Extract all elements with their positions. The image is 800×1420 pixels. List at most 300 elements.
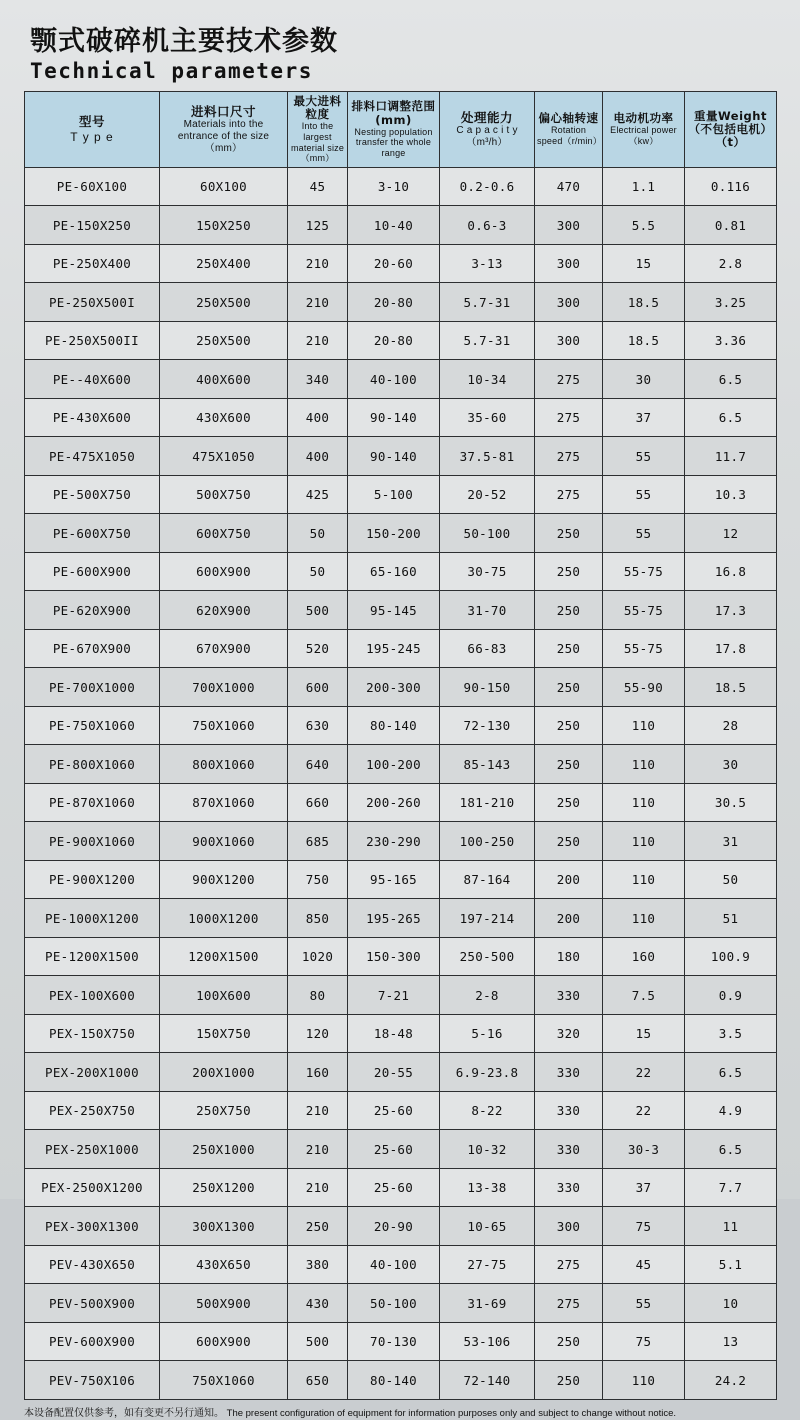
cell-feed-opening: 250X500 bbox=[160, 321, 288, 360]
cell-type: PEX-100X600 bbox=[25, 976, 160, 1015]
cell-type: PE-1000X1200 bbox=[25, 899, 160, 938]
cell-type: PE-475X1050 bbox=[25, 437, 160, 476]
column-header-capacity bbox=[440, 92, 535, 168]
cell-discharge-range: 230-290 bbox=[348, 822, 440, 861]
cell-capacity: 20-52 bbox=[440, 475, 535, 514]
cell-feed-opening: 250X400 bbox=[160, 244, 288, 283]
cell-capacity: 100-250 bbox=[440, 822, 535, 861]
cell-feed-opening: 60X100 bbox=[160, 167, 288, 206]
cell-capacity: 31-70 bbox=[440, 591, 535, 630]
cell-feed-opening: 250X1200 bbox=[160, 1168, 288, 1207]
cell-discharge-range: 20-90 bbox=[348, 1207, 440, 1246]
cell-type: PE-750X1060 bbox=[25, 706, 160, 745]
cell-max-feed-size: 630 bbox=[288, 706, 348, 745]
cell-rotation-speed: 330 bbox=[535, 1130, 603, 1169]
cell-weight: 11.7 bbox=[685, 437, 777, 476]
cell-type: PE-250X400 bbox=[25, 244, 160, 283]
cell-max-feed-size: 380 bbox=[288, 1245, 348, 1284]
table-row bbox=[25, 860, 777, 899]
cell-capacity: 6.9-23.8 bbox=[440, 1053, 535, 1092]
cell-type: PE-250X500II bbox=[25, 321, 160, 360]
column-header-feed-opening bbox=[160, 92, 288, 168]
cell-capacity: 250-500 bbox=[440, 937, 535, 976]
column-header-feed-opening-en: Materials into the entrance of the size（mm） bbox=[177, 118, 270, 154]
cell-discharge-range: 20-60 bbox=[348, 244, 440, 283]
cell-feed-opening: 750X1060 bbox=[160, 706, 288, 745]
table-row bbox=[25, 283, 777, 322]
cell-feed-opening: 600X900 bbox=[160, 552, 288, 591]
page-title-en: Technical parameters bbox=[30, 59, 313, 84]
cell-capacity: 31-69 bbox=[440, 1284, 535, 1323]
cell-rotation-speed: 470 bbox=[535, 167, 603, 206]
cell-weight: 12 bbox=[685, 514, 777, 553]
cell-weight: 4.9 bbox=[685, 1091, 777, 1130]
table-row bbox=[25, 937, 777, 976]
cell-max-feed-size: 160 bbox=[288, 1053, 348, 1092]
cell-power: 22 bbox=[603, 1053, 685, 1092]
table-row bbox=[25, 475, 777, 514]
table-row bbox=[25, 167, 777, 206]
cell-max-feed-size: 340 bbox=[288, 360, 348, 399]
cell-power: 110 bbox=[603, 899, 685, 938]
table-row bbox=[25, 822, 777, 861]
cell-rotation-speed: 250 bbox=[535, 1361, 603, 1400]
page-title-cn: 颚式破碎机主要技术参数 bbox=[30, 26, 338, 57]
cell-power: 18.5 bbox=[603, 283, 685, 322]
cell-weight: 0.116 bbox=[685, 167, 777, 206]
cell-power: 18.5 bbox=[603, 321, 685, 360]
cell-rotation-speed: 250 bbox=[535, 783, 603, 822]
table-row bbox=[25, 321, 777, 360]
column-header-feed-opening-cn: 进料口尺寸 bbox=[190, 103, 256, 119]
cell-type: PE-430X600 bbox=[25, 398, 160, 437]
table-row bbox=[25, 1361, 777, 1400]
table-row bbox=[25, 437, 777, 476]
cell-max-feed-size: 685 bbox=[288, 822, 348, 861]
cell-type: PEX-2500X1200 bbox=[25, 1168, 160, 1207]
cell-max-feed-size: 750 bbox=[288, 860, 348, 899]
column-header-type bbox=[25, 92, 160, 168]
cell-capacity: 37.5-81 bbox=[440, 437, 535, 476]
footer-note-cn: 本设备配置仅供参考，如有变更不另行通知。 bbox=[24, 1407, 224, 1419]
column-header-capacity-en: C a p a c i t y（m³/h） bbox=[456, 124, 518, 148]
column-header-power-cn: 电动机功率 bbox=[613, 111, 674, 126]
cell-weight: 3.5 bbox=[685, 1014, 777, 1053]
cell-power: 30-3 bbox=[603, 1130, 685, 1169]
cell-rotation-speed: 250 bbox=[535, 745, 603, 784]
cell-feed-opening: 600X750 bbox=[160, 514, 288, 553]
cell-feed-opening: 150X250 bbox=[160, 206, 288, 245]
cell-max-feed-size: 210 bbox=[288, 1091, 348, 1130]
cell-max-feed-size: 400 bbox=[288, 437, 348, 476]
cell-max-feed-size: 210 bbox=[288, 321, 348, 360]
cell-rotation-speed: 250 bbox=[535, 822, 603, 861]
cell-max-feed-size: 210 bbox=[288, 244, 348, 283]
cell-weight: 16.8 bbox=[685, 552, 777, 591]
column-header-capacity-cn: 处理能力 bbox=[460, 109, 513, 125]
cell-max-feed-size: 650 bbox=[288, 1361, 348, 1400]
column-header-type-cn: 型号 bbox=[78, 114, 105, 130]
cell-power: 1.1 bbox=[603, 167, 685, 206]
cell-capacity: 30-75 bbox=[440, 552, 535, 591]
cell-rotation-speed: 275 bbox=[535, 398, 603, 437]
cell-capacity: 10-34 bbox=[440, 360, 535, 399]
cell-rotation-speed: 275 bbox=[535, 1284, 603, 1323]
cell-rotation-speed: 300 bbox=[535, 1207, 603, 1246]
cell-discharge-range: 5-100 bbox=[348, 475, 440, 514]
cell-capacity: 66-83 bbox=[440, 629, 535, 668]
table-row bbox=[25, 1284, 777, 1323]
cell-feed-opening: 1200X1500 bbox=[160, 937, 288, 976]
cell-power: 55 bbox=[603, 437, 685, 476]
cell-max-feed-size: 250 bbox=[288, 1207, 348, 1246]
cell-discharge-range: 70-130 bbox=[348, 1322, 440, 1361]
cell-capacity: 0.6-3 bbox=[440, 206, 535, 245]
column-header-weight-cn: 重量Weight（不包括电机）（t） bbox=[688, 108, 773, 150]
cell-feed-opening: 400X600 bbox=[160, 360, 288, 399]
cell-max-feed-size: 210 bbox=[288, 1130, 348, 1169]
cell-capacity: 10-65 bbox=[440, 1207, 535, 1246]
cell-weight: 10.3 bbox=[685, 475, 777, 514]
cell-weight: 0.81 bbox=[685, 206, 777, 245]
cell-type: PE-870X1060 bbox=[25, 783, 160, 822]
table-row bbox=[25, 1130, 777, 1169]
cell-rotation-speed: 330 bbox=[535, 1168, 603, 1207]
table-row bbox=[25, 1168, 777, 1207]
cell-discharge-range: 90-140 bbox=[348, 398, 440, 437]
cell-max-feed-size: 210 bbox=[288, 283, 348, 322]
table-row bbox=[25, 591, 777, 630]
cell-power: 160 bbox=[603, 937, 685, 976]
cell-max-feed-size: 520 bbox=[288, 629, 348, 668]
cell-type: PE-1200X1500 bbox=[25, 937, 160, 976]
cell-power: 55 bbox=[603, 1284, 685, 1323]
cell-weight: 6.5 bbox=[685, 398, 777, 437]
cell-rotation-speed: 180 bbox=[535, 937, 603, 976]
cell-discharge-range: 200-300 bbox=[348, 668, 440, 707]
cell-type: PEX-250X1000 bbox=[25, 1130, 160, 1169]
cell-weight: 17.8 bbox=[685, 629, 777, 668]
cell-capacity: 3-13 bbox=[440, 244, 535, 283]
cell-capacity: 197-214 bbox=[440, 899, 535, 938]
cell-feed-opening: 900X1200 bbox=[160, 860, 288, 899]
cell-rotation-speed: 250 bbox=[535, 668, 603, 707]
cell-type: PEX-300X1300 bbox=[25, 1207, 160, 1246]
cell-rotation-speed: 275 bbox=[535, 1245, 603, 1284]
cell-power: 22 bbox=[603, 1091, 685, 1130]
cell-power: 110 bbox=[603, 706, 685, 745]
cell-max-feed-size: 640 bbox=[288, 745, 348, 784]
cell-discharge-range: 18-48 bbox=[348, 1014, 440, 1053]
cell-capacity: 8-22 bbox=[440, 1091, 535, 1130]
cell-capacity: 72-130 bbox=[440, 706, 535, 745]
cell-power: 110 bbox=[603, 822, 685, 861]
cell-discharge-range: 150-200 bbox=[348, 514, 440, 553]
table-row bbox=[25, 398, 777, 437]
cell-capacity: 181-210 bbox=[440, 783, 535, 822]
column-header-power-en: Electrical power（kw） bbox=[610, 125, 677, 147]
column-header-discharge-range-en: Nesting population transfer the whole range bbox=[354, 126, 433, 158]
cell-max-feed-size: 120 bbox=[288, 1014, 348, 1053]
cell-power: 55-75 bbox=[603, 591, 685, 630]
cell-type: PE-620X900 bbox=[25, 591, 160, 630]
table-row bbox=[25, 1091, 777, 1130]
cell-type: PE-600X900 bbox=[25, 552, 160, 591]
cell-weight: 10 bbox=[685, 1284, 777, 1323]
cell-rotation-speed: 200 bbox=[535, 899, 603, 938]
cell-discharge-range: 40-100 bbox=[348, 360, 440, 399]
cell-max-feed-size: 425 bbox=[288, 475, 348, 514]
cell-feed-opening: 700X1000 bbox=[160, 668, 288, 707]
cell-type: PE-500X750 bbox=[25, 475, 160, 514]
cell-power: 55-75 bbox=[603, 629, 685, 668]
cell-max-feed-size: 600 bbox=[288, 668, 348, 707]
cell-weight: 0.9 bbox=[685, 976, 777, 1015]
cell-rotation-speed: 330 bbox=[535, 1053, 603, 1092]
table-row bbox=[25, 552, 777, 591]
cell-discharge-range: 200-260 bbox=[348, 783, 440, 822]
cell-max-feed-size: 210 bbox=[288, 1168, 348, 1207]
cell-power: 15 bbox=[603, 244, 685, 283]
cell-feed-opening: 430X600 bbox=[160, 398, 288, 437]
table-row bbox=[25, 668, 777, 707]
cell-max-feed-size: 50 bbox=[288, 514, 348, 553]
cell-type: PE-670X900 bbox=[25, 629, 160, 668]
cell-capacity: 5.7-31 bbox=[440, 283, 535, 322]
cell-power: 55 bbox=[603, 475, 685, 514]
cell-discharge-range: 100-200 bbox=[348, 745, 440, 784]
cell-max-feed-size: 850 bbox=[288, 899, 348, 938]
table-body bbox=[25, 167, 777, 1399]
cell-weight: 13 bbox=[685, 1322, 777, 1361]
cell-max-feed-size: 45 bbox=[288, 167, 348, 206]
table-row bbox=[25, 745, 777, 784]
cell-feed-opening: 475X1050 bbox=[160, 437, 288, 476]
cell-discharge-range: 20-80 bbox=[348, 321, 440, 360]
cell-discharge-range: 195-265 bbox=[348, 899, 440, 938]
cell-weight: 3.36 bbox=[685, 321, 777, 360]
cell-max-feed-size: 430 bbox=[288, 1284, 348, 1323]
cell-feed-opening: 300X1300 bbox=[160, 1207, 288, 1246]
cell-feed-opening: 250X500 bbox=[160, 283, 288, 322]
cell-feed-opening: 430X650 bbox=[160, 1245, 288, 1284]
cell-weight: 5.1 bbox=[685, 1245, 777, 1284]
table-row bbox=[25, 1053, 777, 1092]
cell-type: PE-250X500I bbox=[25, 283, 160, 322]
cell-discharge-range: 7-21 bbox=[348, 976, 440, 1015]
cell-discharge-range: 40-100 bbox=[348, 1245, 440, 1284]
cell-rotation-speed: 330 bbox=[535, 1091, 603, 1130]
column-header-max-feed-size bbox=[288, 92, 348, 168]
cell-capacity: 35-60 bbox=[440, 398, 535, 437]
table-row bbox=[25, 360, 777, 399]
cell-rotation-speed: 250 bbox=[535, 1322, 603, 1361]
cell-capacity: 53-106 bbox=[440, 1322, 535, 1361]
cell-feed-opening: 500X900 bbox=[160, 1284, 288, 1323]
cell-weight: 30 bbox=[685, 745, 777, 784]
cell-capacity: 90-150 bbox=[440, 668, 535, 707]
cell-discharge-range: 20-55 bbox=[348, 1053, 440, 1092]
cell-feed-opening: 150X750 bbox=[160, 1014, 288, 1053]
column-header-weight bbox=[685, 92, 777, 168]
table-row bbox=[25, 706, 777, 745]
table-row bbox=[25, 976, 777, 1015]
cell-weight: 7.7 bbox=[685, 1168, 777, 1207]
table-row bbox=[25, 244, 777, 283]
cell-power: 15 bbox=[603, 1014, 685, 1053]
cell-max-feed-size: 1020 bbox=[288, 937, 348, 976]
cell-feed-opening: 620X900 bbox=[160, 591, 288, 630]
cell-capacity: 87-164 bbox=[440, 860, 535, 899]
table-row bbox=[25, 206, 777, 245]
cell-power: 75 bbox=[603, 1207, 685, 1246]
cell-power: 110 bbox=[603, 1361, 685, 1400]
cell-type: PE-150X250 bbox=[25, 206, 160, 245]
cell-discharge-range: 65-160 bbox=[348, 552, 440, 591]
table-header-row bbox=[25, 92, 777, 168]
cell-discharge-range: 95-145 bbox=[348, 591, 440, 630]
column-header-type-en: T y p e bbox=[70, 129, 114, 144]
table-row bbox=[25, 629, 777, 668]
footer-note-en: The present configuration of equipment for information purposes only and subject to change without notice. bbox=[226, 1407, 677, 1419]
cell-feed-opening: 500X750 bbox=[160, 475, 288, 514]
cell-type: PE--40X600 bbox=[25, 360, 160, 399]
cell-type: PE-800X1060 bbox=[25, 745, 160, 784]
table-row bbox=[25, 1014, 777, 1053]
cell-discharge-range: 95-165 bbox=[348, 860, 440, 899]
cell-feed-opening: 670X900 bbox=[160, 629, 288, 668]
cell-capacity: 10-32 bbox=[440, 1130, 535, 1169]
table-row bbox=[25, 1207, 777, 1246]
cell-power: 37 bbox=[603, 398, 685, 437]
cell-weight: 6.5 bbox=[685, 1130, 777, 1169]
cell-type: PEV-500X900 bbox=[25, 1284, 160, 1323]
cell-rotation-speed: 250 bbox=[535, 552, 603, 591]
table-row bbox=[25, 514, 777, 553]
cell-discharge-range: 50-100 bbox=[348, 1284, 440, 1323]
cell-rotation-speed: 300 bbox=[535, 321, 603, 360]
cell-power: 5.5 bbox=[603, 206, 685, 245]
cell-capacity: 27-75 bbox=[440, 1245, 535, 1284]
cell-power: 37 bbox=[603, 1168, 685, 1207]
cell-power: 55-75 bbox=[603, 552, 685, 591]
column-header-rotation-speed-en: Rotation speed（r/min） bbox=[537, 125, 602, 147]
cell-rotation-speed: 300 bbox=[535, 283, 603, 322]
cell-weight: 18.5 bbox=[685, 668, 777, 707]
cell-weight: 11 bbox=[685, 1207, 777, 1246]
cell-weight: 2.8 bbox=[685, 244, 777, 283]
cell-max-feed-size: 125 bbox=[288, 206, 348, 245]
column-header-rotation-speed-cn: 偏心轴转速 bbox=[538, 111, 599, 126]
cell-discharge-range: 20-80 bbox=[348, 283, 440, 322]
cell-max-feed-size: 50 bbox=[288, 552, 348, 591]
cell-power: 110 bbox=[603, 783, 685, 822]
cell-rotation-speed: 300 bbox=[535, 206, 603, 245]
cell-type: PE-900X1200 bbox=[25, 860, 160, 899]
cell-power: 55 bbox=[603, 514, 685, 553]
cell-rotation-speed: 250 bbox=[535, 629, 603, 668]
table-header bbox=[25, 92, 777, 168]
cell-discharge-range: 25-60 bbox=[348, 1091, 440, 1130]
cell-rotation-speed: 250 bbox=[535, 591, 603, 630]
cell-capacity: 85-143 bbox=[440, 745, 535, 784]
cell-rotation-speed: 275 bbox=[535, 475, 603, 514]
cell-feed-opening: 250X750 bbox=[160, 1091, 288, 1130]
cell-rotation-speed: 330 bbox=[535, 976, 603, 1015]
cell-rotation-speed: 275 bbox=[535, 437, 603, 476]
cell-power: 7.5 bbox=[603, 976, 685, 1015]
cell-discharge-range: 80-140 bbox=[348, 706, 440, 745]
column-header-rotation-speed bbox=[535, 92, 603, 168]
column-header-max-feed-size-en: Into the largest material size（mm） bbox=[290, 121, 345, 164]
table-row bbox=[25, 1322, 777, 1361]
cell-weight: 24.2 bbox=[685, 1361, 777, 1400]
cell-max-feed-size: 500 bbox=[288, 591, 348, 630]
cell-rotation-speed: 300 bbox=[535, 244, 603, 283]
cell-weight: 6.5 bbox=[685, 1053, 777, 1092]
cell-feed-opening: 800X1060 bbox=[160, 745, 288, 784]
table-row bbox=[25, 1245, 777, 1284]
cell-capacity: 50-100 bbox=[440, 514, 535, 553]
column-header-discharge-range bbox=[348, 92, 440, 168]
table-row bbox=[25, 783, 777, 822]
cell-discharge-range: 3-10 bbox=[348, 167, 440, 206]
cell-power: 45 bbox=[603, 1245, 685, 1284]
cell-feed-opening: 750X1060 bbox=[160, 1361, 288, 1400]
cell-discharge-range: 195-245 bbox=[348, 629, 440, 668]
cell-discharge-range: 25-60 bbox=[348, 1130, 440, 1169]
cell-feed-opening: 200X1000 bbox=[160, 1053, 288, 1092]
cell-weight: 6.5 bbox=[685, 360, 777, 399]
column-header-power bbox=[603, 92, 685, 168]
cell-type: PEX-250X750 bbox=[25, 1091, 160, 1130]
cell-type: PEX-200X1000 bbox=[25, 1053, 160, 1092]
cell-discharge-range: 10-40 bbox=[348, 206, 440, 245]
cell-type: PE-900X1060 bbox=[25, 822, 160, 861]
cell-feed-opening: 900X1060 bbox=[160, 822, 288, 861]
technical-parameters-table bbox=[24, 91, 777, 1400]
cell-type: PEV-600X900 bbox=[25, 1322, 160, 1361]
cell-feed-opening: 600X900 bbox=[160, 1322, 288, 1361]
cell-rotation-speed: 250 bbox=[535, 514, 603, 553]
cell-max-feed-size: 500 bbox=[288, 1322, 348, 1361]
cell-type: PE-60X100 bbox=[25, 167, 160, 206]
cell-max-feed-size: 400 bbox=[288, 398, 348, 437]
cell-type: PEX-150X750 bbox=[25, 1014, 160, 1053]
cell-feed-opening: 250X1000 bbox=[160, 1130, 288, 1169]
cell-capacity: 0.2-0.6 bbox=[440, 167, 535, 206]
cell-weight: 28 bbox=[685, 706, 777, 745]
cell-rotation-speed: 320 bbox=[535, 1014, 603, 1053]
cell-capacity: 5-16 bbox=[440, 1014, 535, 1053]
column-header-discharge-range-cn: 排料口调整范围(mm) bbox=[351, 99, 436, 127]
cell-capacity: 13-38 bbox=[440, 1168, 535, 1207]
cell-weight: 3.25 bbox=[685, 283, 777, 322]
cell-rotation-speed: 250 bbox=[535, 706, 603, 745]
cell-discharge-range: 150-300 bbox=[348, 937, 440, 976]
cell-capacity: 2-8 bbox=[440, 976, 535, 1015]
table-row bbox=[25, 899, 777, 938]
cell-weight: 17.3 bbox=[685, 591, 777, 630]
cell-feed-opening: 100X600 bbox=[160, 976, 288, 1015]
cell-rotation-speed: 275 bbox=[535, 360, 603, 399]
cell-type: PE-700X1000 bbox=[25, 668, 160, 707]
cell-type: PE-600X750 bbox=[25, 514, 160, 553]
cell-feed-opening: 870X1060 bbox=[160, 783, 288, 822]
cell-capacity: 5.7-31 bbox=[440, 321, 535, 360]
cell-rotation-speed: 200 bbox=[535, 860, 603, 899]
cell-weight: 100.9 bbox=[685, 937, 777, 976]
